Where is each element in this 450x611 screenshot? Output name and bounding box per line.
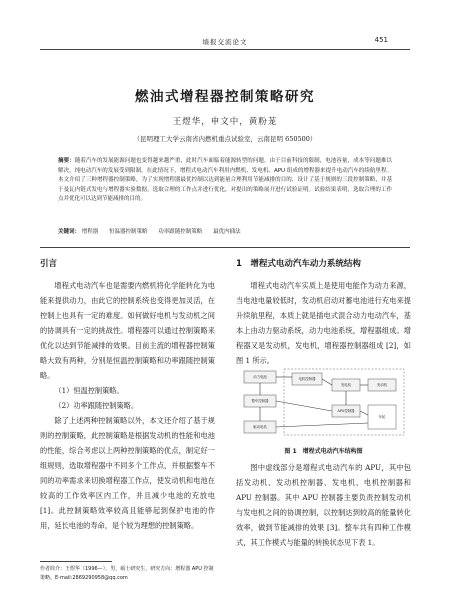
motor-label: 驱动电机 (253, 425, 267, 429)
keyword: 恒温器控制策略 (109, 229, 148, 235)
engine-label: 发动机 (376, 383, 388, 387)
abstract (58, 157, 392, 205)
keywords (58, 227, 392, 235)
paragraph: 增程式电动汽车也是需要内燃机将化学能转化为电能来提供动力，由此它的控制系统也变得更加灵活，在控制上也具有一定的难度。如何做好电机与发动机之间的协调具有一定的挑战性。增程器可以通过控制策略来优化以达到节能减排的效果。目前主流的增程器控制策略大致有两种，分别是恒温控制策略和功率跟随控制策略。 (40, 281, 215, 380)
figure-caption: 图 1 增程式电动汽车结构图 (284, 448, 363, 455)
apu-controller-label: APU控制器 (337, 409, 355, 413)
abstract-label: 摘要： (58, 158, 75, 164)
battery-label: 动力电池 (253, 375, 267, 379)
keyword: 功率跟随控制策略 (158, 229, 203, 235)
keyword: 最优内插法 (213, 229, 241, 235)
vcu-label: 整车控制器 (251, 399, 269, 403)
footnote: 作者简介：王煜华（1996—），男，硕士研究生，研究方向：增程器 APU 控制策略。E-mail:2869290958@qq.com (40, 566, 214, 581)
running-title: 墙报交流论文 (202, 38, 248, 46)
right-column-bottom (236, 460, 411, 550)
section-rule (40, 247, 410, 248)
section-heading-intro: 引言 (40, 259, 58, 269)
paragraph: 除了上述两种控制策略以外，本文还介绍了基于规则的控制策略，此控制策略是根据发动机的性能和电池的性能，综合考虑以上两种控制策略的优点，制定好一组规则，选取增程器中不同多个工作点，并根据整车不同的功率需求来切换增程器工作点，使发动机和电池在较高的工作效率区内工作，并且减少电池的充放电 [1]。此控制策略效率较高且能够起到保护电池的作用，延长电池的寿命，是个较为理想的控制策略。 (40, 416, 215, 530)
abstract-text: 随着汽车的发展能源问题也变得越来越严重，此时汽车面临着能源转型的问题。由于目前科技的限制，电池容量，成本等问题难以解决，纯电动汽车的发展受到限制。在此情况下，增程式电动汽车利用内燃机、发电机、APU 组成的增程器来提升电动汽车的续航里程。本文介绍了三种增程器控制策略，为了实现增程器最优控制以达到能量合理利用节能减排的目的，设计了基于规则的三段控制策略，并基于曼瓦内链式发电与增程器实验数据，选取合理的工作点并进行优化，对提出的策略展开进行试验证明。试验结果表明，选取合理的工作点并优化可以达到节能减排的目的。 (58, 158, 392, 203)
list-item: （1）恒温控制策略。 (54, 386, 124, 395)
affiliation: （昆明理工大学云南省内燃机重点试验室，云南昆明 650500） (133, 135, 317, 143)
header-rule (40, 49, 410, 50)
right-column-top (236, 257, 411, 368)
authors: 王煜华，申文中，黄粉茏 (172, 117, 278, 127)
keywords-label: 关键词： (58, 229, 81, 235)
page-number: 451 (374, 36, 388, 44)
motor-controller-label: 电机控制器 (298, 377, 316, 381)
wheel-label: 车轮 (378, 415, 386, 419)
section-heading-structure: 1 增程式电动汽车动力系统结构 (236, 259, 361, 269)
paragraph: 图中虚线部分是增程式电动汽车的 APU，其中包括发动机、发动机控制器、发电机、电机控制器和 APU 控制器。其中 APU 控制器主要负责控制发动机与发电机之间的协调控制，以控制达到较高的能量转化效率，做到节能减排的效果 [3]。整车共有四种工作模式，其工作模式与能量的转换状态见下表 1。 (236, 463, 411, 547)
paragraph: 增程式电动汽车实质上是使用电能作为动力来源，当电池电量较低时，发动机启动对蓄电池进行充电来提升续航里程，本质上就是插电式混合动力电动汽车，基本上由动力驱动系统，动力电池系统，增程器组成。增程器又是发动机，发电机，增程器控制器组成 [2]，如图 1 所示。 (236, 281, 411, 365)
footnote-rule (40, 561, 112, 562)
keyword: 增程器 (81, 229, 99, 235)
paper-title: 燃油式增程器控制策略研究 (135, 89, 315, 105)
generator-label: 发电机 (340, 383, 352, 387)
list-item: （2）功率跟随控制策略。 (54, 401, 139, 410)
system-structure-figure (240, 365, 408, 442)
left-column (40, 257, 215, 533)
